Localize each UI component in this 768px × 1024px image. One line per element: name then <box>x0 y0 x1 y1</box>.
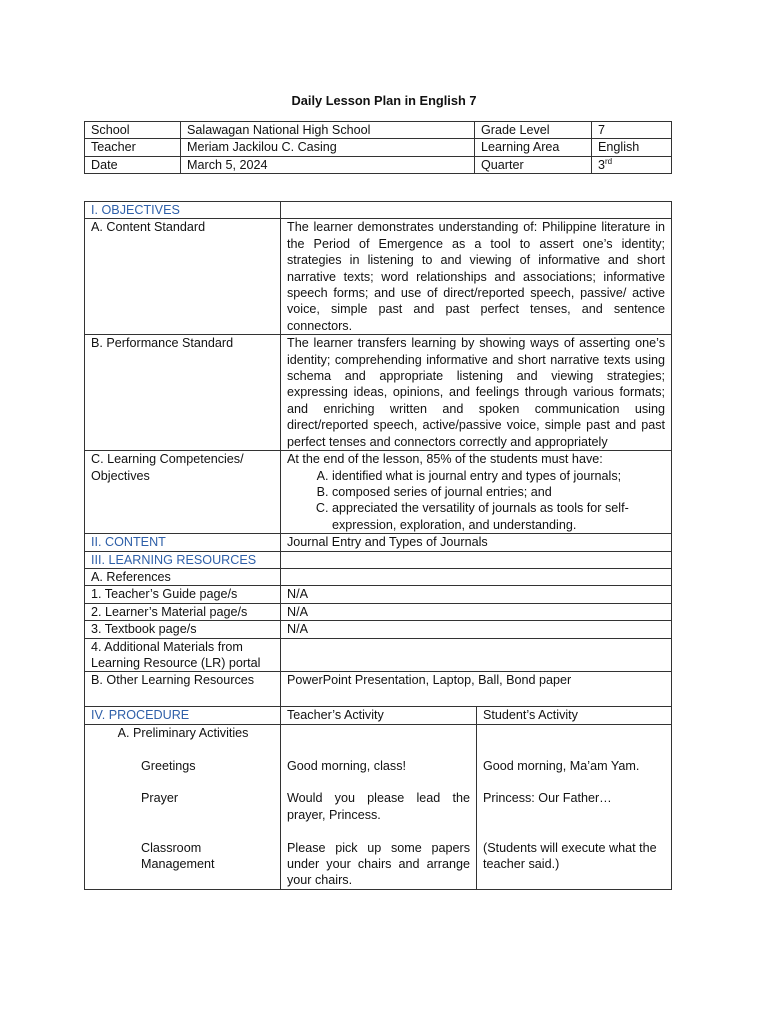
school-value: Salawagan National High School <box>181 122 475 139</box>
teacher-value: Meriam Jackilou C. Casing <box>181 139 475 156</box>
textbook-label: 3. Textbook page/s <box>85 621 281 638</box>
procedure-list <box>91 725 274 741</box>
competency-item: B. composed series of journal entries; and <box>332 484 665 500</box>
teacher-step: Would you please lead the prayer, Princess. <box>287 791 470 822</box>
competencies-intro: At the end of the lesson, 85% of the students must have: <box>287 452 603 467</box>
page-title: Daily Lesson Plan in English 7 <box>291 93 477 108</box>
preliminary-activities: A. Preliminary Activities <box>133 725 274 741</box>
content-standard-text: The learner demonstrates understanding of: Philippine literature in the Period of Emergence as a tool to assert one’s identity; strategies in listening to and viewing of informative and short narrative texts; word relationships and associations; informative speech forms; and use of direct/reported speech, passive/ active voice, simple past and past perfect tenses, and sentence connectors. <box>281 219 672 335</box>
teachers-guide-label: 1. Teacher’s Guide page/s <box>85 586 281 603</box>
other-resources-label: B. Other Learning Resources <box>85 672 281 707</box>
student-step: Princess: Our Father… <box>483 791 612 806</box>
step-name: Classroom Management <box>141 840 215 871</box>
student-activity-header: Student’s Activity <box>477 707 672 724</box>
performance-standard-text: The learner transfers learning by showing ways of asserting one’s identity; comprehending informative and short narrative texts using schema and appropriate listening and viewing strategies; expressing ideas, opinions, and feelings through various formats; and enriching written and spoken communication using direct/reported speech, active/passive voice, simple past and past perfect tenses and connectors correctly and appropriately <box>281 335 672 451</box>
step-name: Greetings <box>141 758 196 773</box>
learners-material-value: N/A <box>281 603 672 620</box>
competencies-cell <box>281 451 672 534</box>
competency-item: C. appreciated the versatility of journals as tools for self-expression, exploration, and understanding. <box>332 500 665 533</box>
resources-heading: III. LEARNING RESOURCES <box>85 551 281 568</box>
procedure-heading: IV. PROCEDURE <box>85 707 281 724</box>
performance-standard-label: B. Performance Standard <box>85 335 281 451</box>
competency-item: A. identified what is journal entry and types of journals; <box>332 468 665 484</box>
teacher-step: Good morning, class! <box>287 758 406 773</box>
teacher-activities <box>281 724 477 889</box>
quarter-value <box>592 156 672 173</box>
date-value: March 5, 2024 <box>181 156 475 173</box>
student-step: Good morning, Ma’am Yam. <box>483 758 640 773</box>
content-value: Journal Entry and Types of Journals <box>281 534 672 551</box>
teacher-activity-header: Teacher’s Activity <box>281 707 477 724</box>
grade-value: 7 <box>592 122 672 139</box>
quarter-label: Quarter <box>475 156 592 173</box>
date-label: Date <box>85 156 181 173</box>
step-name: Prayer <box>141 791 179 806</box>
school-label: School <box>85 122 181 139</box>
learners-material-label: 2. Learner’s Material page/s <box>85 603 281 620</box>
lr-portal-label: 4. Additional Materials from Learning Resource (LR) portal <box>85 638 281 672</box>
competencies-list <box>287 468 665 534</box>
grade-label: Grade Level <box>475 122 592 139</box>
quarter-suffix: rd <box>605 156 613 166</box>
area-value: English <box>592 139 672 156</box>
quarter-number: 3 <box>598 157 606 172</box>
content-heading: II. CONTENT <box>85 534 281 551</box>
references-label: A. References <box>85 568 281 585</box>
procedure-steps <box>85 724 281 889</box>
competencies-label: C. Learning Competencies/ Objectives <box>85 451 281 534</box>
info-table <box>84 121 672 174</box>
teacher-label: Teacher <box>85 139 181 156</box>
teachers-guide-value: N/A <box>281 586 672 603</box>
teacher-step: Please pick up some papers under your chairs and arrange your chairs. <box>287 840 470 888</box>
lesson-plan-table <box>84 201 672 890</box>
area-label: Learning Area <box>475 139 592 156</box>
objectives-heading: I. OBJECTIVES <box>85 202 281 219</box>
student-step: (Students will execute what the teacher said.) <box>483 840 657 871</box>
other-resources-value: PowerPoint Presentation, Laptop, Ball, Bond paper <box>281 672 672 707</box>
textbook-value: N/A <box>281 621 672 638</box>
content-standard-label: A. Content Standard <box>85 219 281 335</box>
student-activities <box>477 724 672 889</box>
